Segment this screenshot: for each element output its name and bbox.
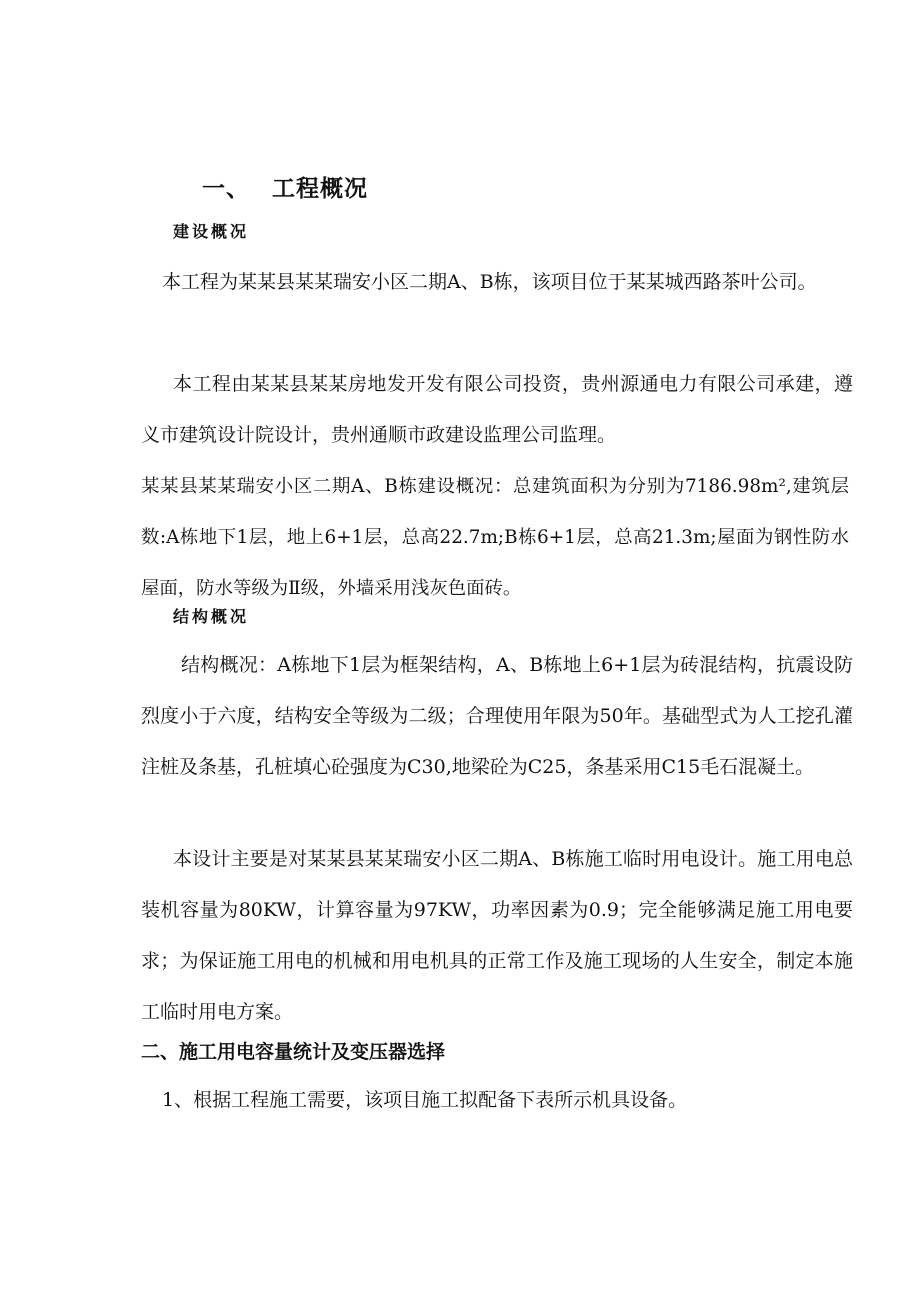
paragraph-project-parties: 本工程由某某县某某房地发开发有限公司投资，贵州源通电力有限公司承建，遵义市建筑设计院设计，贵州通顺市政建设监理公司监理。 xyxy=(141,373,853,446)
paragraph-power-design: 本设计主要是对某某县某某瑞安小区二期A、B栋施工临时用电设计。施工用电总装机容量为80KW，计算容量为97KW，功率因素为0.9；完全能够满足施工用电要求；为保证施工用电的机械和用电机具的正常工作及施工现场的人生安全，制定本施工临时用电方案。 xyxy=(141,848,853,1023)
subsection-heading-structure: 结构概况 xyxy=(173,607,250,626)
section-title: 工程概况 xyxy=(272,176,368,202)
paragraph-building-overview: 某某县某某瑞安小区二期A、B栋建设概况：总建筑面积为分别为7186.98m²,建筑层数:A栋地下1层，地上6+1层，总高22.7m;B栋6+1层，总高21.3m;屋面为钢性防水屋面，防水等级为Ⅱ级，外墙采用浅灰色面砖。 xyxy=(141,476,849,599)
paragraph-structure-overview: 结构概况：A栋地下1层为框架结构，A、B栋地上6+1层为砖混结构，抗震设防烈度小于六度，结构安全等级为二级；合理使用年限为50年。基础型式为人工挖孔灌注桩及条基，孔桩填心砼强度为C30,地梁砼为C25，条基采用C15毛石混凝土。 xyxy=(141,654,853,778)
paragraph-project-location: 本工程为某某县某某瑞安小区二期A、B栋，该项目位于某某城西路茶叶公司。 xyxy=(162,271,817,293)
list-item: 1、根据工程施工需要，该项目施工拟配备下表所示机具设备。 xyxy=(162,1089,688,1111)
section-number: 一、 xyxy=(202,176,250,202)
subsection-heading-construction: 建设概况 xyxy=(173,222,250,241)
section-heading-1 xyxy=(202,170,368,203)
section-heading-2: 二、施工用电容量统计及变压器选择 xyxy=(141,1041,446,1063)
